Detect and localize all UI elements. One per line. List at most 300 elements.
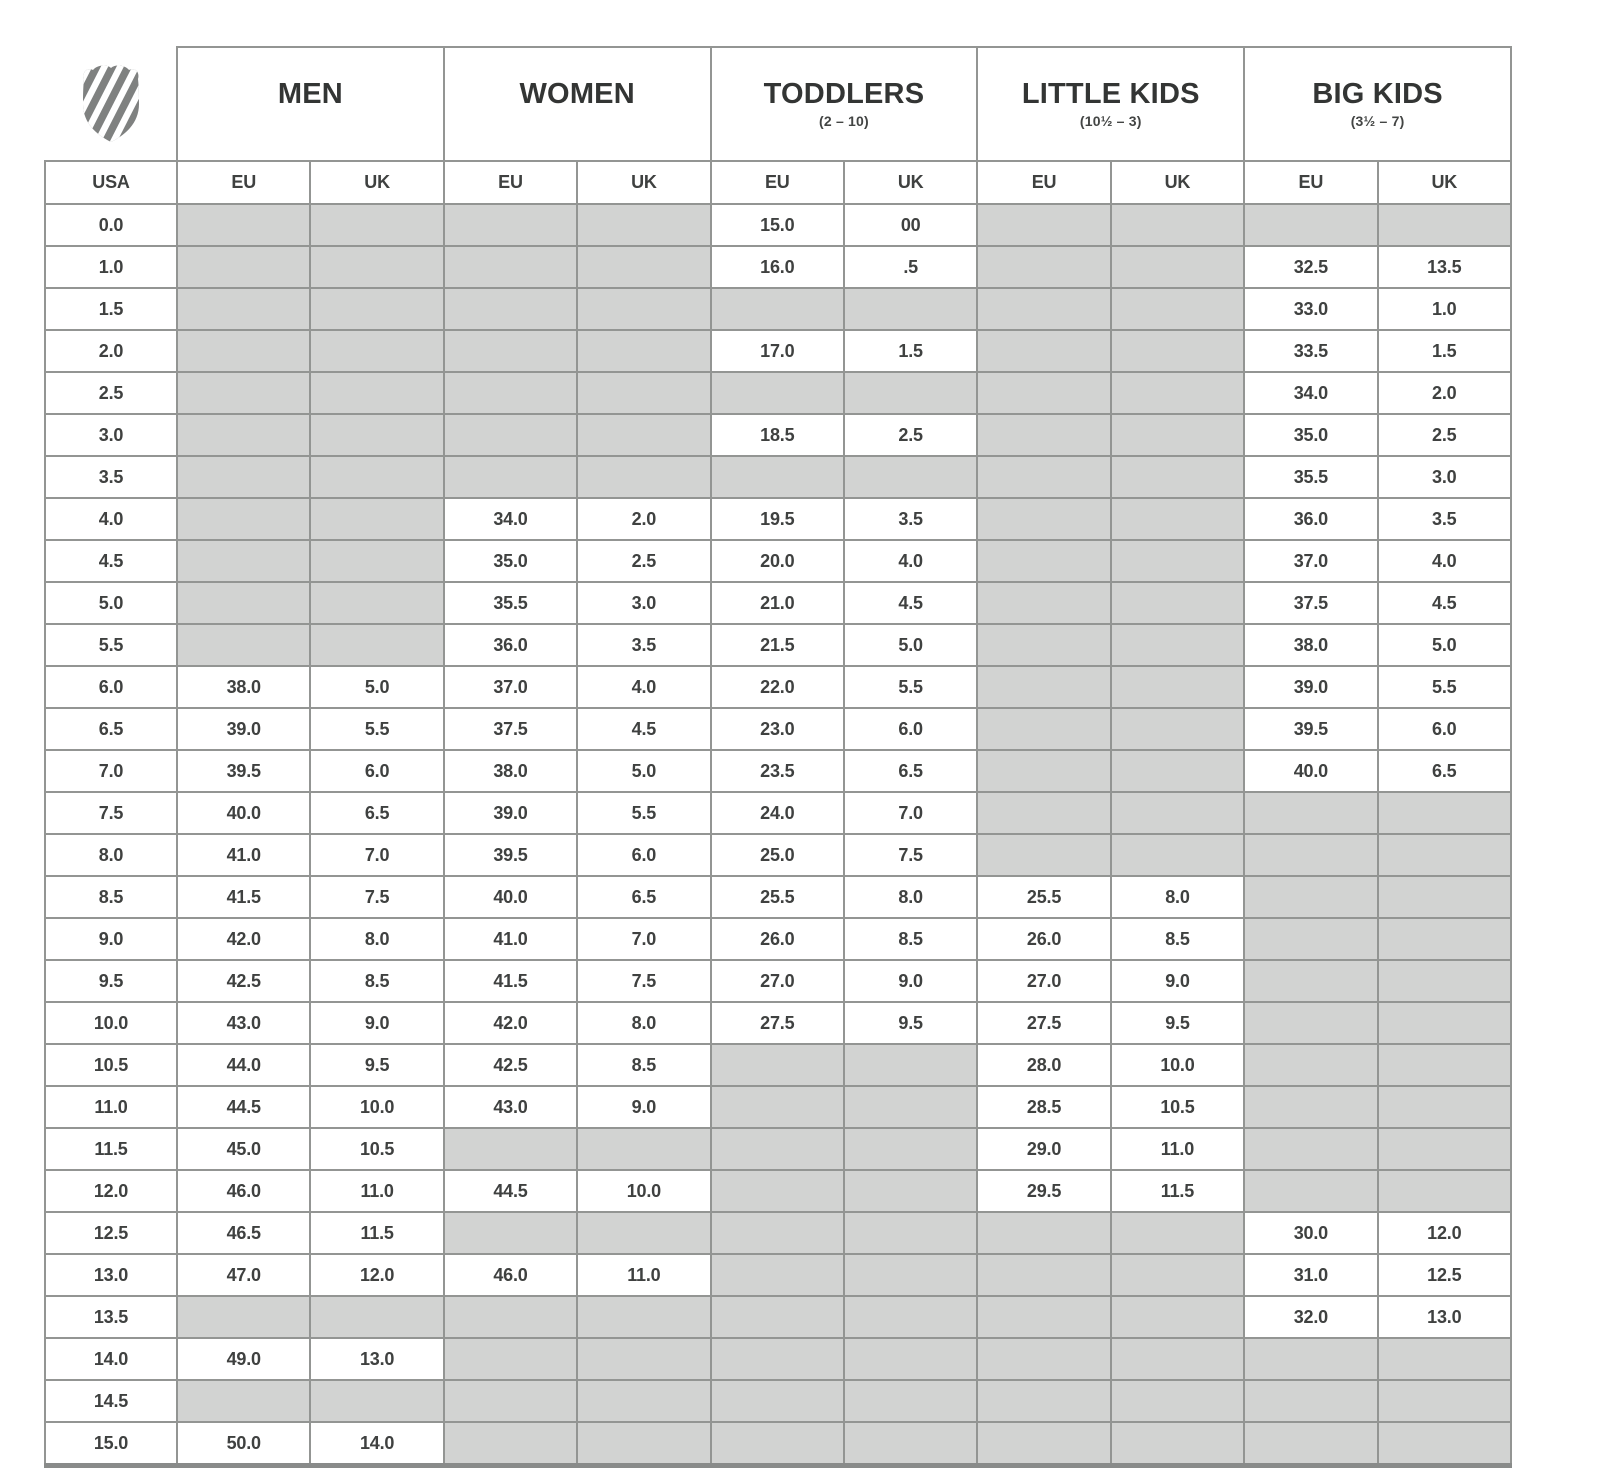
size-cell xyxy=(310,540,443,582)
usa-size-cell: 5.0 xyxy=(45,582,177,624)
size-cell xyxy=(444,414,577,456)
size-cell: 46.0 xyxy=(177,1170,310,1212)
size-cell xyxy=(310,1296,443,1338)
size-cell xyxy=(577,1422,710,1466)
size-cell: 41.5 xyxy=(177,876,310,918)
size-cell: 1.5 xyxy=(1378,330,1511,372)
size-cell: 10.0 xyxy=(577,1170,710,1212)
col-header-big-kids-uk: UK xyxy=(1378,161,1511,204)
size-cell xyxy=(1244,876,1377,918)
usa-size-cell: 11.5 xyxy=(45,1128,177,1170)
size-cell: 5.5 xyxy=(1378,666,1511,708)
size-cell xyxy=(1244,204,1377,246)
size-cell xyxy=(977,1254,1110,1296)
size-cell: 4.0 xyxy=(844,540,977,582)
table-row xyxy=(45,1170,1511,1212)
size-cell xyxy=(444,372,577,414)
col-header-men-uk: UK xyxy=(310,161,443,204)
size-cell xyxy=(977,1422,1110,1466)
group-subtitle xyxy=(178,113,443,129)
size-cell: 35.5 xyxy=(444,582,577,624)
table-row xyxy=(45,1380,1511,1422)
size-cell: 12.0 xyxy=(1378,1212,1511,1254)
size-cell xyxy=(577,1296,710,1338)
size-cell: 25.5 xyxy=(711,876,844,918)
size-cell xyxy=(844,1296,977,1338)
size-cell xyxy=(577,288,710,330)
size-cell: 9.5 xyxy=(1111,1002,1244,1044)
size-cell: 5.5 xyxy=(310,708,443,750)
logo-cell xyxy=(45,47,177,161)
size-cell: 13.0 xyxy=(1378,1296,1511,1338)
size-cell xyxy=(977,414,1110,456)
size-cell xyxy=(310,456,443,498)
size-cell xyxy=(1111,1254,1244,1296)
size-cell xyxy=(310,372,443,414)
table-row xyxy=(45,750,1511,792)
size-cell: 6.0 xyxy=(844,708,977,750)
size-cell: 36.0 xyxy=(444,624,577,666)
size-cell xyxy=(1111,792,1244,834)
size-cell xyxy=(977,666,1110,708)
size-cell xyxy=(444,204,577,246)
size-cell xyxy=(977,246,1110,288)
size-cell: 22.0 xyxy=(711,666,844,708)
size-cell xyxy=(844,1170,977,1212)
col-header-men-eu: EU xyxy=(177,161,310,204)
size-cell: 39.5 xyxy=(444,834,577,876)
size-cell: 4.0 xyxy=(577,666,710,708)
size-cell xyxy=(444,288,577,330)
size-cell xyxy=(977,372,1110,414)
size-cell: 14.0 xyxy=(310,1422,443,1466)
table-row xyxy=(45,540,1511,582)
col-header-toddlers-eu: EU xyxy=(711,161,844,204)
size-cell xyxy=(177,204,310,246)
size-cell: 29.5 xyxy=(977,1170,1110,1212)
k-swiss-shield-logo xyxy=(80,64,142,144)
size-cell: 4.5 xyxy=(1378,582,1511,624)
col-header-big-kids-eu: EU xyxy=(1244,161,1377,204)
size-cell xyxy=(977,330,1110,372)
size-cell xyxy=(177,624,310,666)
size-cell: 37.5 xyxy=(444,708,577,750)
size-cell: 33.0 xyxy=(1244,288,1377,330)
size-cell: 45.0 xyxy=(177,1128,310,1170)
size-cell xyxy=(444,1128,577,1170)
size-cell xyxy=(1378,1044,1511,1086)
table-row xyxy=(45,1338,1511,1380)
size-cell xyxy=(444,456,577,498)
size-cell: 38.0 xyxy=(1244,624,1377,666)
usa-size-cell: 12.5 xyxy=(45,1212,177,1254)
size-cell: 37.0 xyxy=(1244,540,1377,582)
size-cell xyxy=(1111,372,1244,414)
size-cell: 13.0 xyxy=(310,1338,443,1380)
table-row xyxy=(45,204,1511,246)
size-cell xyxy=(977,1212,1110,1254)
size-cell xyxy=(1111,330,1244,372)
size-cell: 6.5 xyxy=(1378,750,1511,792)
size-cell xyxy=(577,330,710,372)
size-cell xyxy=(977,1296,1110,1338)
size-cell: 6.5 xyxy=(577,876,710,918)
size-cell: 21.5 xyxy=(711,624,844,666)
size-cell: 12.0 xyxy=(310,1254,443,1296)
size-cell xyxy=(1111,750,1244,792)
size-cell xyxy=(711,1170,844,1212)
size-cell xyxy=(177,288,310,330)
size-cell xyxy=(844,288,977,330)
size-cell xyxy=(1111,1422,1244,1466)
size-cell xyxy=(577,1338,710,1380)
table-row xyxy=(45,918,1511,960)
size-cell: 7.5 xyxy=(844,834,977,876)
size-cell xyxy=(711,1254,844,1296)
size-cell: 9.0 xyxy=(310,1002,443,1044)
table-row xyxy=(45,1296,1511,1338)
size-cell xyxy=(977,834,1110,876)
size-cell xyxy=(177,246,310,288)
size-cell: 44.5 xyxy=(177,1086,310,1128)
size-cell xyxy=(577,204,710,246)
size-cell: 8.0 xyxy=(1111,876,1244,918)
size-cell: 2.5 xyxy=(1378,414,1511,456)
size-cell xyxy=(1244,1380,1377,1422)
size-cell xyxy=(577,372,710,414)
size-cell: 38.0 xyxy=(177,666,310,708)
size-cell: 8.5 xyxy=(577,1044,710,1086)
size-cell xyxy=(1111,582,1244,624)
size-cell xyxy=(444,1212,577,1254)
size-cell xyxy=(977,288,1110,330)
size-cell: 10.0 xyxy=(310,1086,443,1128)
size-cell xyxy=(1244,1128,1377,1170)
table-row xyxy=(45,498,1511,540)
size-cell xyxy=(310,414,443,456)
size-cell: 30.0 xyxy=(1244,1212,1377,1254)
size-cell: 41.5 xyxy=(444,960,577,1002)
size-cell: 4.5 xyxy=(844,582,977,624)
group-header-toddlers xyxy=(711,47,978,161)
size-cell: 12.5 xyxy=(1378,1254,1511,1296)
size-cell xyxy=(444,1296,577,1338)
size-cell: 7.0 xyxy=(844,792,977,834)
group-header-little-kids xyxy=(977,47,1244,161)
size-cell xyxy=(711,1380,844,1422)
size-cell xyxy=(1111,1212,1244,1254)
size-cell: 44.5 xyxy=(444,1170,577,1212)
size-cell: 25.0 xyxy=(711,834,844,876)
size-cell: 8.5 xyxy=(1111,918,1244,960)
size-cell: 39.0 xyxy=(444,792,577,834)
size-cell xyxy=(1111,834,1244,876)
size-cell xyxy=(177,330,310,372)
size-cell: 2.0 xyxy=(577,498,710,540)
size-cell: 2.5 xyxy=(577,540,710,582)
size-cell: 33.5 xyxy=(1244,330,1377,372)
size-cell xyxy=(1378,1170,1511,1212)
size-cell xyxy=(1111,414,1244,456)
size-cell xyxy=(1244,1086,1377,1128)
size-cell xyxy=(1111,288,1244,330)
size-cell: 42.0 xyxy=(444,1002,577,1044)
size-cell xyxy=(1244,1170,1377,1212)
group-label: BIG KIDS xyxy=(1312,78,1443,111)
group-label: MEN xyxy=(277,78,343,111)
size-cell: 8.5 xyxy=(844,918,977,960)
size-cell: 24.0 xyxy=(711,792,844,834)
usa-size-cell: 5.5 xyxy=(45,624,177,666)
size-cell xyxy=(977,456,1110,498)
size-cell xyxy=(177,498,310,540)
usa-size-cell: 6.5 xyxy=(45,708,177,750)
size-cell xyxy=(1378,1338,1511,1380)
size-cell: 11.0 xyxy=(577,1254,710,1296)
size-cell: 40.0 xyxy=(1244,750,1377,792)
size-cell xyxy=(1378,1128,1511,1170)
group-label: LITTLE KIDS xyxy=(1021,78,1200,111)
size-cell: 44.0 xyxy=(177,1044,310,1086)
size-cell xyxy=(577,456,710,498)
table-row xyxy=(45,960,1511,1002)
size-cell xyxy=(977,498,1110,540)
usa-size-cell: 10.0 xyxy=(45,1002,177,1044)
table-row xyxy=(45,708,1511,750)
size-cell xyxy=(1111,624,1244,666)
size-cell: 27.5 xyxy=(711,1002,844,1044)
table-row xyxy=(45,372,1511,414)
size-cell xyxy=(1378,1002,1511,1044)
usa-size-cell: 0.0 xyxy=(45,204,177,246)
size-cell: 6.0 xyxy=(310,750,443,792)
size-cell xyxy=(711,372,844,414)
size-cell: 29.0 xyxy=(977,1128,1110,1170)
size-cell xyxy=(1378,960,1511,1002)
size-cell: 11.0 xyxy=(310,1170,443,1212)
usa-size-cell: 9.0 xyxy=(45,918,177,960)
size-cell xyxy=(1244,960,1377,1002)
table-row xyxy=(45,288,1511,330)
table-row xyxy=(45,834,1511,876)
col-header-women-uk: UK xyxy=(577,161,710,204)
size-cell: 13.5 xyxy=(1378,246,1511,288)
size-cell: 23.5 xyxy=(711,750,844,792)
group-label: TODDLERS xyxy=(763,78,925,111)
size-cell: 5.0 xyxy=(1378,624,1511,666)
size-cell xyxy=(577,1212,710,1254)
size-cell: 9.0 xyxy=(577,1086,710,1128)
usa-size-cell: 2.0 xyxy=(45,330,177,372)
size-cell: 4.0 xyxy=(1378,540,1511,582)
size-cell: 6.5 xyxy=(844,750,977,792)
table-row xyxy=(45,1212,1511,1254)
size-cell: 39.0 xyxy=(1244,666,1377,708)
size-cell: 32.5 xyxy=(1244,246,1377,288)
size-cell: 10.5 xyxy=(1111,1086,1244,1128)
size-cell: 25.5 xyxy=(977,876,1110,918)
col-header-women-eu: EU xyxy=(444,161,577,204)
size-cell: 2.0 xyxy=(1378,372,1511,414)
size-cell xyxy=(711,1338,844,1380)
size-cell: 31.0 xyxy=(1244,1254,1377,1296)
usa-size-cell: 3.5 xyxy=(45,456,177,498)
size-cell xyxy=(1111,540,1244,582)
size-cell: 9.5 xyxy=(310,1044,443,1086)
size-cell xyxy=(577,1380,710,1422)
size-cell xyxy=(577,414,710,456)
size-cell: 17.0 xyxy=(711,330,844,372)
size-conversion-table xyxy=(44,46,1512,1468)
size-cell: 5.0 xyxy=(577,750,710,792)
size-cell: 11.5 xyxy=(1111,1170,1244,1212)
table-row xyxy=(45,456,1511,498)
table-row xyxy=(45,1254,1511,1296)
size-cell xyxy=(977,624,1110,666)
size-cell xyxy=(1111,246,1244,288)
size-cell: 20.0 xyxy=(711,540,844,582)
size-cell xyxy=(711,1212,844,1254)
table-row xyxy=(45,1422,1511,1466)
size-cell xyxy=(310,204,443,246)
size-cell xyxy=(977,204,1110,246)
table-row xyxy=(45,1002,1511,1044)
size-cell: 37.0 xyxy=(444,666,577,708)
size-cell: 6.0 xyxy=(1378,708,1511,750)
usa-size-cell: 3.0 xyxy=(45,414,177,456)
size-cell: 8.5 xyxy=(310,960,443,1002)
size-cell xyxy=(977,1380,1110,1422)
table-row xyxy=(45,666,1511,708)
size-cell xyxy=(1111,1380,1244,1422)
size-cell: 5.5 xyxy=(844,666,977,708)
size-cell xyxy=(1244,834,1377,876)
size-cell xyxy=(1378,1086,1511,1128)
size-cell: 3.0 xyxy=(1378,456,1511,498)
size-cell: 46.5 xyxy=(177,1212,310,1254)
size-cell: 42.5 xyxy=(177,960,310,1002)
usa-size-cell: 8.5 xyxy=(45,876,177,918)
size-cell: 35.0 xyxy=(1244,414,1377,456)
size-cell: 27.0 xyxy=(711,960,844,1002)
size-cell: 26.0 xyxy=(977,918,1110,960)
size-cell xyxy=(177,540,310,582)
usa-size-cell: 2.5 xyxy=(45,372,177,414)
size-cell: 9.5 xyxy=(844,1002,977,1044)
size-cell xyxy=(310,624,443,666)
group-subtitle xyxy=(445,113,710,129)
table-row xyxy=(45,876,1511,918)
usa-size-cell: 7.5 xyxy=(45,792,177,834)
size-cell xyxy=(844,1044,977,1086)
size-cell xyxy=(711,456,844,498)
size-cell xyxy=(711,1296,844,1338)
size-cell: 11.0 xyxy=(1111,1128,1244,1170)
size-cell: 49.0 xyxy=(177,1338,310,1380)
size-cell xyxy=(1111,1296,1244,1338)
size-cell xyxy=(711,1128,844,1170)
size-cell xyxy=(1244,1422,1377,1466)
size-cell: 35.5 xyxy=(1244,456,1377,498)
size-cell xyxy=(577,246,710,288)
size-cell xyxy=(1244,1338,1377,1380)
size-cell xyxy=(711,1044,844,1086)
size-cell: 3.5 xyxy=(844,498,977,540)
size-cell xyxy=(1378,204,1511,246)
size-cell: 11.5 xyxy=(310,1212,443,1254)
size-cell: 8.0 xyxy=(577,1002,710,1044)
size-cell: 39.5 xyxy=(177,750,310,792)
size-cell: 42.5 xyxy=(444,1044,577,1086)
size-cell: 6.5 xyxy=(310,792,443,834)
size-cell xyxy=(711,1422,844,1466)
size-cell xyxy=(444,1380,577,1422)
size-cell xyxy=(844,1128,977,1170)
usa-size-cell: 14.0 xyxy=(45,1338,177,1380)
size-cell xyxy=(310,288,443,330)
size-cell: 1.0 xyxy=(1378,288,1511,330)
size-cell xyxy=(844,456,977,498)
size-cell xyxy=(1378,792,1511,834)
size-cell xyxy=(1244,918,1377,960)
table-row xyxy=(45,246,1511,288)
size-cell: 39.5 xyxy=(1244,708,1377,750)
usa-size-cell: 15.0 xyxy=(45,1422,177,1466)
group-header-women xyxy=(444,47,711,161)
size-cell xyxy=(177,414,310,456)
size-table-body xyxy=(45,204,1511,1466)
size-cell: .5 xyxy=(844,246,977,288)
size-cell xyxy=(977,540,1110,582)
size-cell xyxy=(1111,204,1244,246)
size-cell: 2.5 xyxy=(844,414,977,456)
usa-size-cell: 12.0 xyxy=(45,1170,177,1212)
size-cell: 00 xyxy=(844,204,977,246)
group-subtitle: (10½ – 3) xyxy=(1079,112,1142,129)
size-cell xyxy=(1111,666,1244,708)
size-cell: 34.0 xyxy=(444,498,577,540)
size-cell: 10.0 xyxy=(1111,1044,1244,1086)
table-row xyxy=(45,1044,1511,1086)
size-cell: 41.0 xyxy=(177,834,310,876)
size-cell: 3.5 xyxy=(1378,498,1511,540)
size-cell: 32.0 xyxy=(1244,1296,1377,1338)
size-cell xyxy=(711,1086,844,1128)
size-cell xyxy=(310,330,443,372)
size-cell: 10.5 xyxy=(310,1128,443,1170)
size-cell xyxy=(977,582,1110,624)
size-cell xyxy=(444,246,577,288)
size-cell xyxy=(1244,1044,1377,1086)
size-cell: 7.0 xyxy=(310,834,443,876)
size-cell: 34.0 xyxy=(1244,372,1377,414)
size-cell: 38.0 xyxy=(444,750,577,792)
group-subtitle: (3½ – 7) xyxy=(1350,112,1405,129)
size-cell xyxy=(844,1254,977,1296)
size-cell xyxy=(844,1380,977,1422)
size-cell xyxy=(844,1212,977,1254)
table-row xyxy=(45,1086,1511,1128)
usa-size-cell: 13.5 xyxy=(45,1296,177,1338)
size-cell: 40.0 xyxy=(444,876,577,918)
size-cell xyxy=(1378,918,1511,960)
usa-size-cell: 4.5 xyxy=(45,540,177,582)
size-cell: 9.0 xyxy=(1111,960,1244,1002)
size-cell: 7.5 xyxy=(310,876,443,918)
size-cell: 3.0 xyxy=(577,582,710,624)
size-cell xyxy=(1244,1002,1377,1044)
size-cell: 39.0 xyxy=(177,708,310,750)
